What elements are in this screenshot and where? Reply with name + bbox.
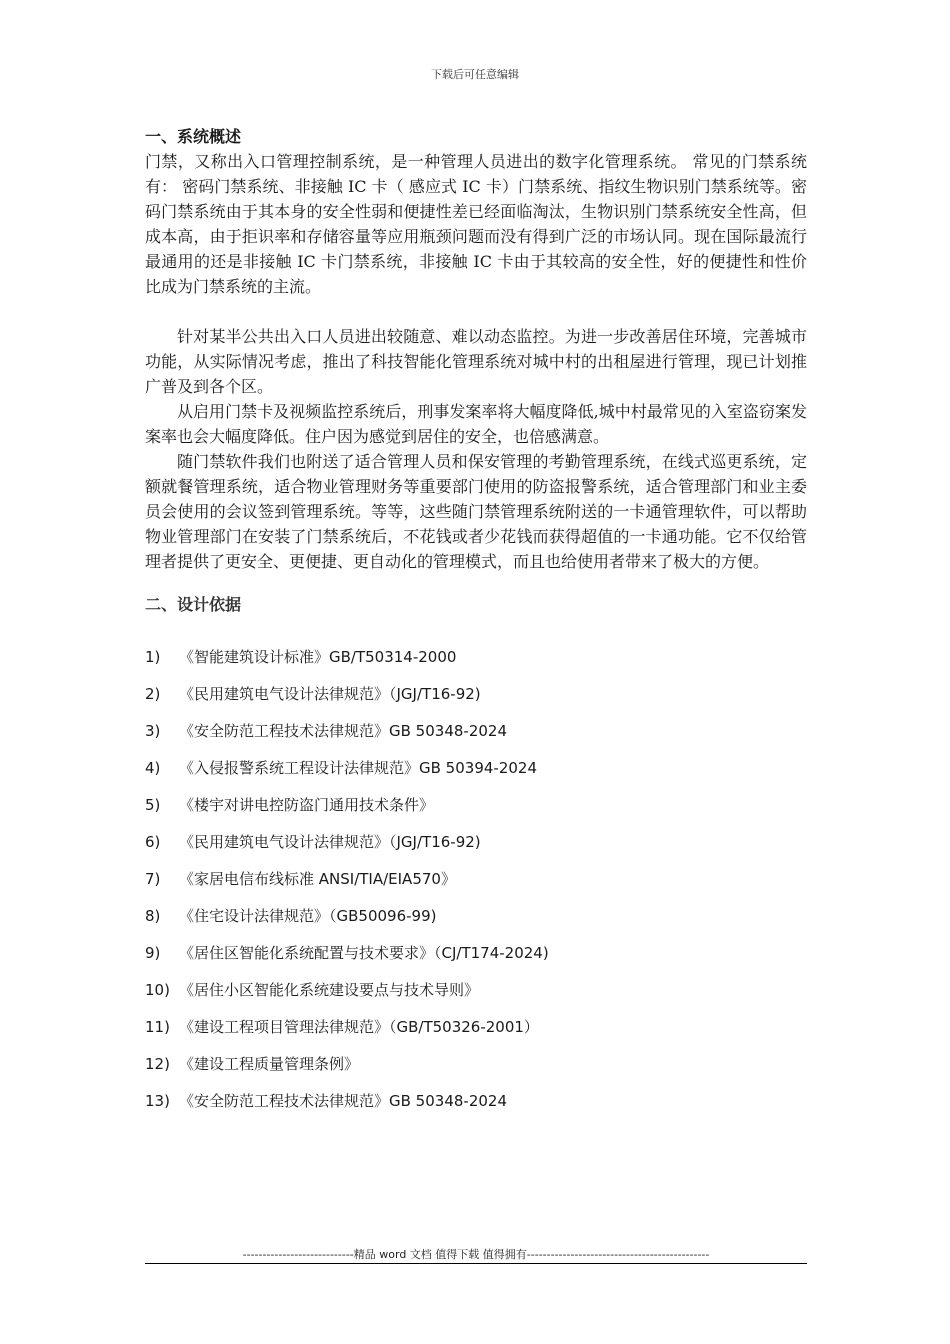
reference-number: 12) xyxy=(145,1055,170,1073)
footer-rule xyxy=(145,1263,807,1264)
reference-number: 13) xyxy=(145,1092,170,1110)
reference-number: 9) xyxy=(145,944,161,962)
page-header: 下载后可任意编辑 xyxy=(431,68,519,81)
reference-number: 5) xyxy=(145,796,161,814)
reference-text: 《民用建筑电气设计法律规范》（JGJ/T16-92) xyxy=(179,685,481,703)
reference-number: 6) xyxy=(145,833,161,851)
reference-number: 7) xyxy=(145,870,161,888)
reference-text: 《民用建筑电气设计法律规范》（JGJ/T16-92) xyxy=(179,833,481,851)
reference-item xyxy=(145,1083,807,1120)
paragraph-background: 针对某半公共出入口人员进出较随意、难以动态监控。为进一步改善居住环境，完善城市功能，从实际情况考虑，推出了科技智能化管理系统对城中村的出租屋进行管理，现已计划推广普及到各个区。 xyxy=(145,327,807,396)
document-body xyxy=(145,124,807,1120)
reference-text: 《智能建筑设计标准》GB/T50314-2000 xyxy=(179,648,457,666)
reference-item xyxy=(145,713,807,750)
paragraph-intro: 门禁，又称出入口管理控制系统，是一种管理人员进出的数字化管理系统。 常见的门禁系统有： 密码门禁系统、非接触 IC 卡（ 感应式 IC 卡）门禁系统、指纹生物识别门禁系统等。密码门禁系统由于其本身的安全性弱和便捷性差已经面临淘汰，生物识别门禁系统安全性高，但成本高，由于拒识率和存储容量等应用瓶颈问题而没有得到广泛的市场认同。现在国际最流行最通用的还是非接触 IC 卡门禁系统，非接触 IC 卡由于其较高的安全性，好的便捷性和性价比成为门禁系统的主流。 xyxy=(145,152,807,296)
reference-text: 《居住小区智能化系统建设要点与技术导则》 xyxy=(179,981,480,999)
reference-text: 《安全防范工程技术法律规范》GB 50348-2024 xyxy=(179,1092,507,1110)
reference-number: 3) xyxy=(145,722,161,740)
reference-item xyxy=(145,861,807,898)
reference-number: 11) xyxy=(145,1018,170,1036)
reference-item xyxy=(145,639,807,676)
reference-item xyxy=(145,676,807,713)
reference-number: 1) xyxy=(145,648,161,666)
reference-text: 《建设工程项目管理法律规范》（GB/T50326-2001） xyxy=(179,1018,539,1036)
reference-item xyxy=(145,750,807,787)
reference-text: 《建设工程质量管理条例》 xyxy=(179,1055,360,1073)
reference-item xyxy=(145,1009,807,1046)
reference-number: 10) xyxy=(145,981,170,999)
reference-text: 《入侵报警系统工程设计法律规范》GB 50394-2024 xyxy=(179,759,537,777)
reference-text: 《楼宇对讲电控防盗门通用技术条件》 xyxy=(179,796,435,814)
reference-number: 4) xyxy=(145,759,161,777)
reference-text: 《住宅设计法律规范》（GB50096-99) xyxy=(179,907,437,925)
reference-item xyxy=(145,972,807,1009)
reference-text: 《居住区智能化系统配置与技术要求》（CJ/T174-2024) xyxy=(179,944,549,962)
reference-item xyxy=(145,787,807,824)
reference-text: 《安全防范工程技术法律规范》GB 50348-2024 xyxy=(179,722,507,740)
reference-item xyxy=(145,824,807,861)
section-title-design-basis: 二、设计依据 xyxy=(145,595,242,614)
reference-number: 2) xyxy=(145,685,161,703)
reference-item xyxy=(145,1046,807,1083)
reference-list xyxy=(145,639,807,1120)
reference-item xyxy=(145,935,807,972)
page-footer: ----------------------------精品 word 文档 值得下载 值得拥有---------------------------------------------- xyxy=(242,1248,710,1261)
reference-text: 《家居电信布线标准 ANSI/TIA/EIA570》 xyxy=(179,870,456,888)
section-title-overview: 一、系统概述 xyxy=(145,127,242,146)
reference-number: 8) xyxy=(145,907,161,925)
paragraph-benefits: 从启用门禁卡及视频监控系统后，刑事发案率将大幅度降低,城中村最常见的入室盗窃案发案率也会大幅度降低。住户因为感觉到居住的安全，也倍感满意。 xyxy=(145,402,807,446)
paragraph-gap xyxy=(145,299,807,324)
paragraph-software: 随门禁软件我们也附送了适合管理人员和保安管理的考勤管理系统，在线式巡更系统，定额就餐管理系统，适合物业管理财务等重要部门使用的防盗报警系统，适合管理部门和业主委员会使用的会议签到管理系统。等等，这些随门禁管理系统附送的一卡通管理软件，可以帮助物业管理部门在安装了门禁系统后，不花钱或者少花钱而获得超值的一卡通功能。它不仅给管理者提供了更安全、更便捷、更自动化的管理模式，而且也给使用者带来了极大的方便。 xyxy=(145,452,807,571)
reference-item xyxy=(145,898,807,935)
